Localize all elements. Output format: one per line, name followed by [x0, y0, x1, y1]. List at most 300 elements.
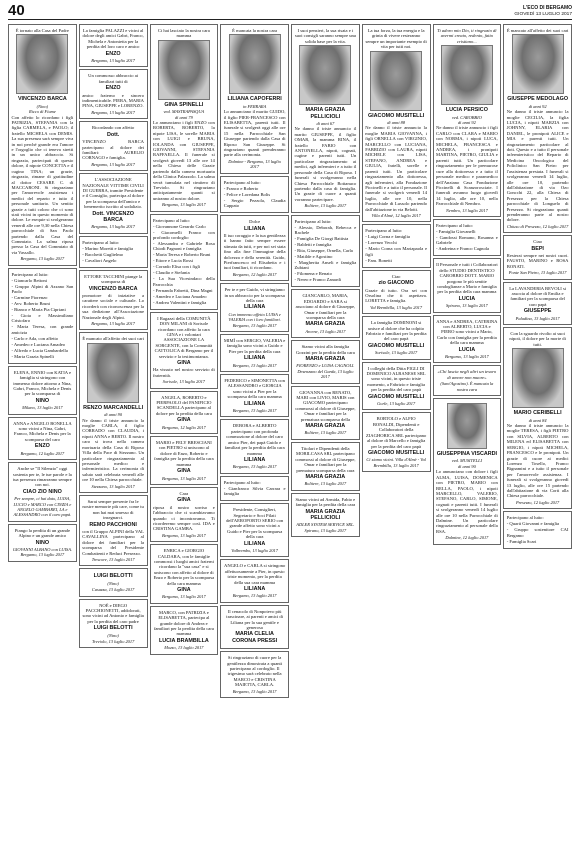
place-date: Bergamo, 13 luglio 2017 [232, 408, 277, 414]
deceased-name: MARIA GRAZIA PELLICIOLI [305, 508, 346, 521]
notice-text: ELENA, ENNIO con KATIA e famiglia si stringono con immenso dolore attorno a Nina, Gabri, Franco, Michela e Denis per la scomparsa di [13, 369, 72, 397]
notice-text: Partecipano al lutto: [153, 217, 190, 223]
obituary-notice [291, 340, 360, 383]
obituary-notice [503, 511, 572, 548]
deceased-name: GIUSEPPE [523, 308, 552, 315]
notice-text: È tornato alla Casa del Padre [15, 28, 69, 33]
deceased-name: ENZO [105, 85, 121, 92]
obituary-column [362, 24, 431, 842]
deceased-name: GINA [177, 587, 191, 593]
obituary-column [291, 24, 360, 842]
notice-text: L'ASSOCIAZIONE NAZIONALE VITTIME CIVILI DI GUERRA, tramite Presidente e il Consiglio, partecipa al dolore per la scomparsa dell'amico e benemerito iscritto al sodalizio. [82, 177, 144, 210]
notice-body: promotore di iniziative a carattere sociale e culturale. Lo ricorderà con riconoscenza per la sua dedizione all'Associazione Nazionale degli Alpini. [82, 293, 144, 320]
place-date: (Sant'Agostino). È mancata la nostra cara [440, 381, 494, 392]
notice-text: - Bianco e Maria Pia Cipriani [11, 307, 66, 312]
obituary-notice [79, 236, 148, 268]
obituary-notice [220, 419, 289, 473]
notice-text: DEBORA e ALBERTO partecipano con profonda commozione al dolore del caro amico Pier, dei papà Guido e familiari per la perdita della cara mamma [224, 423, 285, 456]
notice-body: Lo annunciano il marito GUIDO, il figlio PIER-FRANCESCO con ELISABETTA, parenti tutti. Il funerale si svolgerà oggi alle ore 15 nella Parrocchiale San Giuseppe partendo dalla Casa di Riposo San Giuseppe. Si ringraziano quanti prenderanno parte alla cerimonia. [223, 109, 286, 158]
obituary-notice [220, 176, 289, 213]
name-detail: di anni 88 [387, 120, 406, 126]
deceased-name: GIACOMO MUSITELLI [367, 449, 425, 456]
notice-text: Partecipano al lutto: [436, 222, 473, 228]
portrait-photo [299, 45, 351, 105]
notice-text: - Gianfranco Silvia Carrara e famiglia [223, 485, 286, 497]
notice-text: Piango la perdita di un grande Alpino e un grande amico [14, 527, 70, 539]
notice-text: Presidente, Consiglieri, Segretario e Soci Pilati dell'AEROPORTO SERIO con grande affetto sono vicini a Guido e Pier per la scomparsa della cara [226, 507, 284, 540]
notice-text: Ciao [533, 239, 542, 245]
notice-text: MARCO, con PATRIZIA e ELISABETTA, partecipa al grande dolore di Andrea e familiari per la perdita della cara mamma [153, 609, 214, 637]
obituary-notice [79, 121, 148, 171]
place-date: Per sempre, ci hai dato, LUISA, LUCIO e MARCO con CINZIA e ANGELO GAMBAREI, LA e ALESSANDRO con il caro papà. [13, 496, 72, 518]
deceased-name: BEPI [531, 245, 544, 252]
notice-text: ETTORE TACCHINI piange la scomparsa di [84, 273, 143, 285]
notice-text: Siamo vicini ad Armida, Fabio e famiglia per la perdita della cara [295, 496, 356, 508]
deceased-name: REMO PACCHIONI [89, 521, 137, 528]
deceased-name: LILIANA [243, 400, 266, 407]
obituary-notice [8, 417, 77, 460]
deceased-name: GIACOMO MUSITELLI [367, 112, 425, 119]
portrait-photo [512, 34, 564, 94]
place-date: Ci siamo vicini. Villa d'Almè - Val Brembilla, 13 luglio 2017 [366, 457, 426, 468]
place-date: Boltiere, 13 luglio 2017 [304, 203, 347, 209]
notice-text: - Mario Corna con Mariapaola e figli [365, 246, 427, 257]
notice-text: Per te e per Guido, vi stringiamo in un abbraccio per la scomparsa della cara [224, 287, 285, 303]
place-date: Spirano, 13 luglio 2017 [446, 303, 488, 309]
obituary-notice [220, 283, 289, 332]
notice-text: Partecipano al lutto: [294, 218, 332, 224]
notice-text: - Alfredo e Lucia Gambardella [11, 347, 68, 353]
deceased-name: MARIA GRAZIA [305, 423, 346, 430]
place-date: Val Brembilla, 13 luglio 2017 [370, 304, 423, 310]
notice-text: - Gruppo Alpini di Azzano San Paolo [11, 283, 74, 294]
deceased-name: VINCENZO BARCA [88, 285, 138, 292]
notice-text: - Rita, Giuseppe, Ornella, Carla [294, 247, 353, 253]
place-date: Bergamo, 13 luglio 2017 [91, 58, 135, 64]
deceased-name: LILIANA [243, 456, 266, 463]
notice-text: NOÈ e DIEGO PACCHIONETTI, addolorati, sono vicini ad Antonio e famiglia per la perdita del caro padre [82, 602, 144, 624]
deceased-name: MARIO CERIBELLI [513, 410, 562, 417]
notice-text: La famiglia PALAZZI e vicini al dolore degli amici Gabri, Franco, Michela e Antonietta per la perdita del loro caro e amico [82, 28, 144, 50]
place-date: Chiuso di Presezzo, 12 luglio 2017 [506, 223, 569, 229]
notice-text: - Alessio, Deborah, Rebecca e Rachele [294, 224, 357, 235]
obituary-notice [8, 268, 77, 364]
obituary-notice [79, 173, 148, 234]
place-date: Bergamo, 13 luglio 2017 [232, 464, 277, 470]
obituary-notice [220, 24, 289, 174]
name-detail: in FERRARA [242, 103, 267, 109]
deceased-name: MARIA GRAZIA [305, 473, 346, 480]
place-date: Treviolo, 13 luglio 2017 [91, 639, 135, 645]
notice-text: - Fernanda Fabretti, Dina Magni [153, 287, 213, 293]
deceased-name: CIAO ZIO NINO [22, 488, 62, 495]
place-date: Sorisole, 13 luglio 2017 [375, 350, 418, 356]
age-text: di anni 90 [457, 463, 476, 469]
notice-text: Cara [179, 490, 189, 496]
notice-body: Lo annunciano i figli ENZO con ROBERTA, ROBERTO, la nipote LISA, le sorelle MARIA con LUIGI e BRUNA, IOLANDA con GIUSEPPE, GIOVANNI, STEFANIA RAFFAELLA. Il funerale si svolgerà giovedì 13 alle ore 14 nella Chiesa delle Grazie partendo dalla camera mortuaria della Clinica Palazzolo. La salma verrà tumulata nel cimitero di Treviolo. Si ringraziano anticipatamente quanti si uniranno al nostro dolore. [153, 120, 215, 201]
notice-text: La famiglia DOMINONI si unisce al dolore che ha colpito Fabrizio e familiari per la perdita del caro papà [365, 320, 427, 342]
place-date: Dalmine, 12 luglio 2017 [445, 535, 489, 541]
name-detail: (Nino) [36, 103, 49, 109]
obituary-notice [220, 374, 289, 417]
deceased-name: LILIANA [243, 225, 266, 232]
place-date: Bergamo, 13 luglio 2017 [162, 475, 206, 481]
notice-text: Partecipano al lutto: [506, 515, 544, 521]
deceased-name: LUCIA [458, 295, 476, 302]
place-date: Arcene, 13 luglio 2017 [305, 328, 346, 334]
obituary-notice [150, 436, 219, 485]
obituary-notice [220, 334, 289, 372]
age-text: di anni 92 [457, 120, 476, 126]
obituary-notice [150, 606, 219, 655]
notice-text: I Ragazzi della COMUNITÀ DON MILANI di Sorisole ricordano con affetto la cara GINA e i volontari ASSOCIAZIONE LA SORGENTE, con la Comunità CATTOLICA di Bergamo per il servizio e la testimonianza. [154, 315, 214, 359]
notice-text: - Marino Moretti e famiglia [82, 245, 134, 251]
notice-text: I suoi pensieri, la sua risata e i suoi consigli saranno sempre una solida base per la vita. [294, 28, 356, 44]
notice-text: Siamo vicini alla famiglia Gozzini per la perdita della cara [295, 344, 355, 355]
place-date: Bergamo, 12 luglio 2017 [20, 450, 65, 456]
notice-text: - Matilde e Agostino [294, 253, 333, 259]
obituary-notice [291, 24, 360, 213]
deceased-name: VINCENZO BARCA [17, 96, 67, 103]
place-date: Bergamo, 12 luglio 2017 [162, 424, 206, 430]
notice-body: Ha vissuto nel nostro servizio di fraternità. [153, 367, 215, 378]
notice-body: Ne danno il triste annuncio la moglie TERESA, i figli PIETRO con SILVIA, ALBERTO con MILENA ed ELISABETTA con SERGIO, i nipoti MICHELA, FRANCESCO e le pronipoti. Un grazie di cuore ai medici Lorenzo Tosello, Franco Bignamini e a tutto il personale per l'amorevole assistenza. I funerali si svolgeranno giovedì 13 luglio, alle ore 15 partendo dall'abitazione di via Corti alla Chiesa parrocchiale. [506, 423, 569, 499]
notice-text: Il Personale e tutti i Collaboratori dello STUDIO DENTISTICO CAROBBIO DOTT. MARIO porgono le più sentite condoglianze a Mario e famiglia per la perdita della cara mamma [436, 262, 498, 295]
place-date: ADLER SYSTEM SERVICE SRL. Spirano, 13 luglio 2017 [296, 522, 355, 533]
place-date: Nembro, 13 luglio 2017 [445, 207, 488, 213]
portrait-photo [16, 34, 68, 94]
notice-text: La LAVANDERIA BEVOLI si associa al dolore di Emilia e familiari per la scomparsa del caro papà [509, 285, 567, 307]
notice-text: - Amedeo e Luciana Amadeo [11, 341, 66, 347]
notice-text: - Carmine Fiorenzo [11, 295, 48, 300]
notice-text: - Maria Grazia Spinelli [11, 353, 54, 359]
portrait-photo [158, 40, 210, 100]
place-date: FIORENZO e LUISA CAGNOLI. Desenzano del Garda, 13 luglio 2017 [296, 363, 355, 380]
notice-text: - Famiglia Scari [506, 538, 537, 544]
page-header [8, 4, 572, 20]
notice-text: - Sergio Pezzola, Claudia Cappato [223, 197, 286, 209]
notice-text: - Giovannone Gerardo Carlo [153, 223, 206, 229]
obituary-notice [362, 224, 431, 267]
obituary-notice [503, 24, 572, 233]
place-date: Boltiere, 13 luglio 2017 [304, 481, 347, 487]
newspaper-name: L'ECO DI BERGAMO [523, 5, 572, 11]
obituary-notice [150, 24, 219, 212]
notice-text: - Giacomelli Franco con profondo cordoglio [153, 229, 215, 240]
notice-text: FEDERICO e SIMONETTA con ALESSANDRO e GIORGIA sono vicini a Pier per la scomparsa della cara mamma [224, 378, 285, 400]
obituary-notice [503, 327, 572, 509]
notice-text: Partecipano al lutto: [223, 479, 261, 485]
name-detail: (Nino) [107, 580, 119, 586]
obituary-notice [79, 69, 148, 119]
obituary-column [79, 24, 148, 842]
name-detail: di anni 67 [316, 121, 335, 127]
obituary-notice [8, 366, 77, 415]
deceased-name: NINO [35, 539, 50, 546]
notice-body: Grazie di tutto. Ora sei con Orsolina che ti aspettava. LORETTA e famiglia. [365, 287, 427, 304]
portrait-photo [447, 403, 487, 449]
notice-body: Ne danno il triste annuncio la moglie MARIA GIOVANNA, i figli ORNELLA con VIRGINIO, MARCELLO con LUCIANA, FABRIZIO con LAURA, nipoti MICHELE con LISA, STEFANO, ANDREA e GIULIA, fratelli, sorelle e parenti tutti. Un particolare ringraziamento alla dottoressa, agli infermieri, alla Fondazione Piccinelli e a tutto il personale. Il funerale si svolgerà venerdì 14 luglio, alle ore 10, nella Parrocchiale di Lussolo partendo dall'abitazione in via Belotti. [365, 125, 427, 212]
deceased-name: MARIA GRAZIA [305, 321, 346, 328]
place-date: GIOVANNI ALBANO con LUISA. Bergamo, 13 luglio 2017 [12, 546, 73, 558]
notice-text: Un commosso abbraccio ai familiari tutti di [88, 73, 139, 84]
place-date: Bergamo, 13 luglio 2017 [91, 224, 135, 230]
notice-text: Ti adoro mio Dio, ti ringrazio di avermi creato, redento, fatto cristiano... [437, 28, 497, 44]
age-text: Ricco di Fiume [28, 109, 56, 115]
notice-body: Ne danno il triste annuncio la moglie CARLA, il figlio CORRADO con CLAUDIA, i nipoti ANNA e BERTO. Il nostro caro si trova nella camera mortuaria della Casa di Riposo Villa della Pace di Stezzano. Un particolare ringraziamento al personale medico e infermieristico. La cerimonia di saluto sarà celebrata venerdì alle ore 10 nella Chiesa parrocchiale. [82, 417, 144, 483]
notice-text: Titolari e Dipendenti della MOBILCASA SRL partecipano commossi al dolore di Giuseppe, Omar e familiari per la prematura scomparsa della cara [295, 445, 356, 473]
notice-body: Resterai sempre nei nostri cuori. FAUSTO, MARINO e ROSA BONATI. [506, 252, 569, 269]
obituary-column [8, 24, 77, 842]
deceased-name: LUIGI BELOTTI [93, 573, 133, 580]
deceased-name: NINO [35, 397, 50, 404]
age-text: di anni 79 [174, 114, 193, 120]
place-date: Bergamo, 13 luglio 2017 [232, 593, 277, 599]
notice-text: Anche se "Il Silenzio" oggi sostenta per te, le tue parole e la tua presenza rimarranno sempre con noi. [12, 466, 72, 488]
name-detail: di anni 90 [104, 412, 123, 418]
deceased-name: GINA [177, 360, 191, 366]
deceased-name: Dott. [106, 131, 120, 138]
place-date: Ponte San Pietro, 13 luglio 2017 [508, 270, 567, 276]
notice-text: - Gioia e Massimiliano Cristofaro [11, 313, 74, 324]
place-date: Trescore, 13 luglio 2017 [91, 557, 135, 562]
obituary-notice [433, 24, 502, 217]
name-detail: ved. MASTRAPASQUA [163, 109, 205, 115]
portrait-photo [441, 45, 493, 105]
deceased-name: GIACOMO MUSITELLI [367, 342, 425, 349]
deceased-name: Dott. VINCENZO BARCA [92, 210, 134, 223]
deceased-name: MARIA CLELIA CORONA PRESSI [232, 631, 278, 644]
notice-text: È mancato all'affetto dei suoi cari [82, 336, 144, 342]
notice-body: Lo annunciano con dolore i figli ALMA, LUISA, DOMENICA con PIETRO, MARIO con BELLA, PAOLO, i nipoti MARCELLO, VALERIO, STEFANO, CARLO, SIMONE, cognati e parenti tutti. I funerali si svolgeranno venerdì 14 luglio alle ore 10 nella Parrocchiale di Dalmine. Un particolare ringraziamento al personale della RSA. [436, 469, 498, 534]
portrait-photo [87, 343, 139, 403]
obituary-notice [220, 215, 289, 281]
place-date: Bergamo, 13 luglio 2017 [162, 532, 206, 538]
obituary-notice [79, 599, 148, 649]
deceased-name: LILIANA [243, 355, 266, 362]
place-date: Villa d'Almè, 12 luglio 2017 [371, 212, 421, 218]
obituary-notice [79, 270, 148, 331]
notice-text: - Alessandra e Gabriele Rosa Chiodi Pagnoni e famiglia [153, 240, 215, 252]
obituary-notice [150, 487, 219, 542]
portrait-photo [512, 348, 564, 408]
notice-body: Ne danno il triste annuncio i figli CARLO con CLARA e MARIO con NORMA, i nipoti LUCA, MICHELA, FRANCESCA e ANDREA, i pronipoti MARTINA, PIETRO, GIULIA e parenti tutti. Un particolare ringraziamento per le premurose cure alla dottoressa e a tutto il personale medico e paramedico dell'Anziano Casa Fondazione Piccinelli di Scanzorosciate. I funerali avranno luogo giovedì 14 luglio, alle ore 10, nella Parrocchiale di Nembro. [436, 125, 498, 207]
place-date: Bergamo, 13 luglio 2017 [162, 594, 206, 600]
notice-text: - Cavaliori Angelo [82, 257, 117, 263]
place-date: Stezzano, 13 luglio 2017 [91, 483, 135, 489]
notice-text: Il cenacolo di Nonpotevo più trascinare, ai parenti e amici di Liliana per la sua gentile e generosa [226, 608, 283, 631]
deceased-name: LUCIA [458, 346, 476, 353]
name-detail: (Nino) [107, 632, 119, 638]
deceased-name: ENZO [105, 50, 121, 57]
obituaries-page [8, 24, 572, 842]
notice-text: GIOVANNA con RENATO, MARI con LIVIO, MARIS con GIACOMO partecipano commossi al dolore di Giuseppe, Omar e familiari per la prematura scomparsa della [295, 389, 356, 422]
notice-body: Ne danno il triste annuncio il marito GIUSEPPE, il figlio OMAR, la mamma RINA, il fratello FABIO con ANTONELLA, nipoti, cognati, cugine e parenti tutti. Un particolare ringraziamento ai medici, agli infermieri e a tutto il personale della Casa di Riposo. I funerali si svolgeranno nella Chiesa Parrocchiale Bottanuco partendo dalla casa di famiglia. Un grazie di cuore a quanti vorranno partecipare. [294, 126, 357, 202]
place-date: Presezzo, 12 luglio 2017 [515, 499, 560, 505]
notice-text: Partecipano al lutto: [11, 271, 49, 277]
place-date: Boltiere, 13 luglio 2017 [304, 430, 347, 436]
obituary-notice [362, 270, 431, 314]
obituary-notice [433, 398, 502, 545]
notice-text: BORTOLO e ALFIO BONALDI, Dipendenti e Collaboratori della ZIAGHORICA SRL partecipano al dolore di Marcello e famiglia per la perdita del caro papà [365, 416, 427, 449]
notice-body: Ne danno il triste annuncio la moglie CECILIA, la figlia LUCIA, i nipoti MARZIA con JOHNNY, ELARIA con DANIEL, le pronipoti ALICE e MIA e parenti tutti. Un ringraziamento particolare al dott. Questo e a tutto il personale infermieristico del Reparto di Medicina Oncologica del Policlinico San Pietro per l'assistenza prestata. I funerali si svolgeranno venerdì 14 luglio, alle ore 10, partendo dall'abitazione di via Ozo Goncchi 22, alla Chiesa di Presezzo per la Chiesa parrocchiale di Longuelo di Presezzo. Si ringraziano quanti prenderanno parte al nostro dolore. [506, 109, 569, 223]
obituary-column [433, 24, 502, 842]
place-date: Bergamo, 13 luglio 2017 [162, 202, 206, 208]
notice-text: - Luigi Corna e famiglia [365, 234, 410, 240]
deceased-name: LILIANA CAPOFERRI [227, 96, 282, 103]
deceased-name: LILIANA [243, 540, 266, 547]
notice-text: - Famiglia Giovanelli [436, 228, 476, 234]
place-date: Milano, 13 luglio 2017 [22, 405, 63, 411]
notice-text: - Gruppo sostenitore CAI Bergamo [506, 527, 569, 538]
place-date: Bergamo, 13 luglio 2017 [91, 109, 135, 115]
place-date: Sorisole, 13 luglio 2017 [162, 379, 205, 385]
obituary-column [150, 24, 219, 842]
obituary-notice [220, 605, 289, 649]
obituary-notice [79, 495, 148, 566]
notice-text: - Margherita Anseli e famiglia Zubiani [294, 259, 357, 271]
obituary-notice [291, 493, 360, 537]
place-date: Casazza, 13 luglio 2017 [91, 587, 135, 593]
notice-text: - Gandossi Romano, Rosanna e Gabriele [436, 234, 498, 246]
obituary-notice [79, 24, 148, 67]
deceased-name: LILIANA [243, 304, 266, 311]
deceased-name: MARIA GRAZIA PELLICIOLI [305, 107, 346, 120]
notice-text: Partecipano al lutto: [82, 239, 120, 245]
place-date: Valbrembo, 13 luglio 2017 [231, 547, 278, 553]
obituary-notice [291, 289, 360, 338]
name-detail: ved. CAROBBIO [452, 114, 482, 120]
place-date: Bergamo, 13 luglio 2017 [20, 256, 65, 262]
place-date: Gorle, 13 luglio 2017 [377, 401, 416, 407]
notice-text: Sarai sempre presente fra le nostre memorie più care, come tu non hai mai smesso di insegnarci. [82, 498, 144, 521]
notice-text: È mancato all'affetto dei suoi cari [506, 28, 569, 33]
deceased-name: ENZO [34, 443, 50, 450]
notice-text: - La Sua Vicesindaco della Parrocchia [153, 276, 215, 287]
obituary-notice [79, 332, 148, 493]
notice-text: Partecipano al lutto: [223, 179, 261, 185]
notice-text: ANNA e ANGELO BONELLA sono vicini a Nina, Gabri, Franco, Michela e Denis per la scomparsa del caro [13, 420, 72, 442]
notice-text: - Amedeo e Luciana Amadeo [153, 293, 207, 299]
deceased-name: GINA [177, 468, 191, 475]
notice-text: MIMÌ con SERGIO, VALERIA e famiglia sono vicini a Guido e Pier per la perdita della cara [223, 338, 286, 354]
deceased-name: GINA SPINELLI [164, 101, 204, 108]
notice-text: - Famiglia De Giorgi Battista [294, 235, 349, 241]
portrait-photo [370, 51, 422, 111]
notice-text: - Fam. Bonetti [365, 257, 392, 263]
notice-text: ANGELO e CARLA si stringono affettuosamente a Pier, in questo triste momento, per la perdita della sua cara mamma [224, 563, 286, 585]
deceased-name: GIACOMO MUSITELLI [367, 393, 425, 400]
notice-text: - Andreina e Franco Cagnola [436, 246, 490, 252]
notice-text: GIANCARLO, MARIA, EDOARDO e SARA si associano al dolore di Giuseppe, Omar e familiari per la scomparsa della cara [295, 293, 356, 320]
deceased-name: zio GIACOMO [378, 280, 414, 287]
deceased-name: GINA [177, 497, 191, 504]
notice-text: È mancata la nostra cara [232, 28, 278, 33]
notice-text: - Corrado Elisa con i figli [153, 264, 201, 270]
obituary-notice [503, 235, 572, 279]
notice-text: - Lorenzo Vecchi [365, 240, 397, 246]
deceased-name: GIUSEPPINA VISCARDI [436, 451, 498, 458]
place-date: Bergamo, 13 luglio 2017 [91, 161, 135, 167]
obituary-notice [150, 544, 219, 604]
deceased-name: RENZO MARCANDELLI [83, 404, 144, 411]
obituary-notice [362, 24, 431, 222]
obituary-notice [362, 362, 431, 411]
deceased-name: LUCIA BRAMBILLA [158, 637, 209, 644]
obituary-notice [150, 391, 219, 434]
place-date: Paladina, 13 luglio 2017 [515, 315, 560, 321]
notice-text: Ricordando con affetto [91, 125, 135, 131]
notice-body: amico fraterno e sincero indimenticabile. PIERA, MARIA PINA, GIUSEPPE e LORENZO. [82, 92, 145, 109]
notice-text: Ci hai lasciato la nostra cara mamma [157, 28, 210, 39]
obituary-notice [291, 215, 360, 288]
deceased-name: GINA [177, 417, 191, 424]
notice-text: ANNA e ANDREA, CATERINA con ALBERTO, LUCIA e PIERO sono vicini a Mario, Carlo con famiglia per la perdita della cara mamma [436, 318, 498, 346]
obituary-notice [433, 219, 502, 256]
obituary-notice [150, 312, 219, 389]
obituary-notice [79, 568, 148, 596]
name-detail: ved. MUSITELLI [451, 458, 482, 464]
place-date: Con immenso affetto LUISA e VALERIA con i loro familiari. Bergamo, 13 luglio 2017 [228, 311, 281, 328]
obituary-column [503, 24, 572, 842]
notice-text: - Franco e Roberto [223, 185, 259, 191]
notice-text: - Felice e Loredana Bolis [223, 191, 271, 197]
newspaper-masthead [514, 5, 572, 18]
obituary-notice [220, 651, 289, 698]
obituary-notice [8, 524, 77, 562]
place-date: Bergamo, 13 luglio 2017 [232, 688, 277, 694]
notice-text: I colleghi della Ditta FIGLI DI DOMENICO ALBANESE SRL sono vicini, in questo triste momento, a Fabrizio e famiglia per la perdita del caro papà [366, 365, 426, 393]
name-detail: di anni 92 [528, 103, 547, 109]
issue-date: GIOVEDÌ 13 LUGLIO 2017 [514, 12, 572, 17]
notice-text: - Nereo e Franco Zanardi [294, 277, 341, 283]
notice-text: ENRICA e GIORGIO CALDARA, con le famiglie commossi i luoghi amici fraterni ricordano la "sua casa" e si uniscono con affetto al dolore di Enzo e Roberto per la scomparsa della cara mamma [153, 548, 215, 586]
notice-text: - Andrea Valentini e famiglia [153, 299, 207, 305]
obituary-notice [362, 316, 431, 359]
place-date: Mozzo, 13 luglio 2017 [164, 645, 204, 651]
notice-text: Dolce [249, 219, 261, 225]
deceased-name: LILIANA [243, 586, 266, 592]
place-date: Bergamo, 13 luglio 2017 [232, 362, 277, 368]
obituary-notice [220, 559, 289, 602]
deceased-name: LUCIA PERSICO [445, 107, 488, 114]
place-date: Dalmine - Bergamo, 13 luglio 2017 [228, 158, 281, 170]
notice-text: - Baldetti e famiglia [294, 241, 332, 247]
place-date: Bergamo, 12 luglio 2017 [232, 271, 277, 277]
obituary-column [220, 24, 289, 842]
notice-body: riposa il nostro sorriso e l'abbraccio che ci scambiavamo quando ci incontravamo. Ti ricorderemo sempre così. IDA e CRISTINA GAMBA. [153, 504, 215, 532]
obituary-notice [503, 282, 572, 325]
obituary-notice [8, 462, 77, 522]
notice-text: - Claudio e Stefania [153, 270, 190, 276]
notice-text: Partecipano al lutto: [365, 228, 403, 234]
notice-text: - Bacchetti Guglielmo [82, 251, 124, 257]
obituary-notice [8, 24, 77, 266]
notice-text: «Chi lascia negli altri un tesoro di amore non muore» [437, 369, 497, 380]
notice-text: - Quarti Giovanni e famiglia [506, 521, 560, 527]
notice-body: Il tuo coraggio e la tua gentilezza ti hanno fatto sempre essere stimata da tutti, e per noi sei stata fino alla fine l'immagine della dolcezza e della serenità. Guido, Pierfrancesco ed Elisabetta e i tuoi familiari, ti ricordano. [223, 232, 286, 271]
obituary-notice [433, 258, 502, 312]
deceased-name: LUIGI BELOTTI [93, 625, 133, 632]
notice-text: - Maria Teresa, con grande amicizia [11, 324, 74, 335]
page-number: 40 [8, 2, 25, 19]
deceased-name: MARIA GRAZIA [305, 356, 346, 362]
obituary-notice [433, 315, 502, 364]
notice-text: - Ettore e Lucia Rossi [153, 258, 194, 264]
place-date: Bergamo, 13 luglio 2017 [445, 354, 489, 360]
notice-text: Con la sguardo rivolto ai suoi nipoti, il dolore per la morte di tutti. [509, 331, 566, 347]
notice-text: ANGELA, ROBERTO e PIERPAOLO del PANIFICIO SCANDELLA partecipano al dolore per la perdita della cara [155, 394, 212, 416]
